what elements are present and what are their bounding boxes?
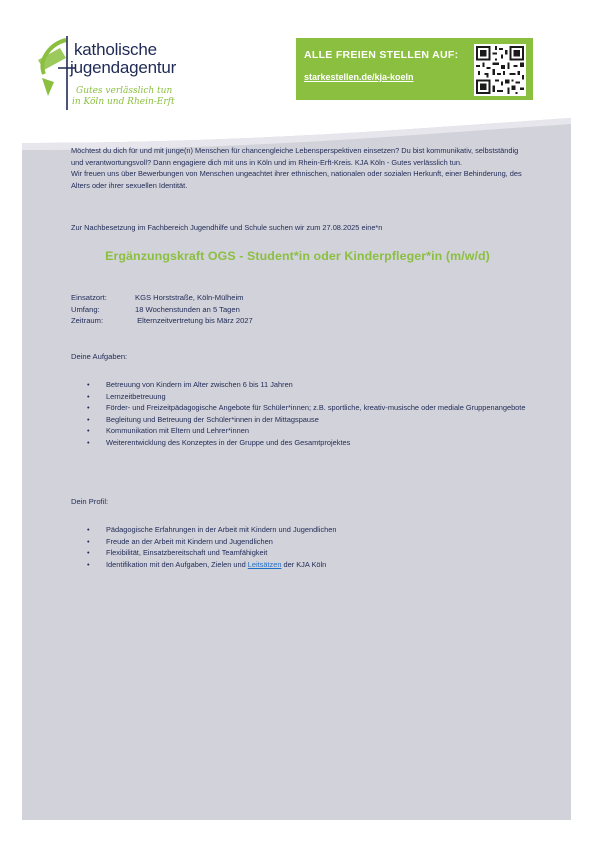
list-item: [87, 559, 527, 571]
banner-url-link[interactable]: starkestellen.de/kja-koeln: [304, 72, 414, 82]
profile-list: [87, 524, 527, 570]
jobs-banner[interactable]: [296, 38, 533, 100]
bullet-icon: •: [87, 536, 90, 546]
task-text: Kommunikation mit Eltern und Lehrer*innen: [106, 426, 249, 436]
meta-value: Elternzeitvertretung bis März 2027: [135, 316, 253, 325]
task-text: Lernzeitbetreuung: [106, 391, 166, 401]
list-item: [87, 402, 527, 414]
task-text: Weiterentwicklung des Konzeptes in der Gruppe und des Gesamtprojektes: [106, 437, 351, 447]
task-text: Betreuung von Kindern im Alter zwischen 6 bis 11 Jahren: [106, 380, 293, 389]
intro-paragraph: Möchtest du dich für und mit junge(n) Menschen für chancengleiche Lebensperspektiven einsetzen? Du bist kommunikativ, selbstständig und verantwortungsvoll? Dann engagiere dich mit uns in Köln und im Rhein-Erft-Kreis. KJA Köln - Gutes verlässlich tun.: [71, 146, 519, 167]
bullet-icon: •: [87, 391, 90, 401]
qr-code-icon[interactable]: [474, 44, 526, 96]
list-item: [87, 391, 527, 403]
profile-text: Flexibilität, Einsatzbereitschaft und Teamfähigkeit: [106, 548, 268, 558]
banner-title: ALLE FREIEN STELLEN AUF:: [304, 49, 459, 61]
meta-value: KGS Horststraße, Köln-Mülheim: [135, 293, 244, 302]
bullet-icon: •: [87, 559, 90, 569]
list-item: [87, 536, 527, 548]
profile-text: Identifikation mit den Aufgaben, Zielen und: [106, 559, 248, 569]
profile-text: Freude an der Arbeit mit Kindern und Jugendlichen: [106, 536, 273, 546]
search-notice: [71, 222, 529, 234]
logo-tagline-line2: in Köln und Rhein-Erft: [72, 97, 175, 107]
logo-wordmark-line1: katholische: [74, 40, 157, 59]
profile-heading: Dein Profil:: [71, 497, 109, 506]
bullet-icon: •: [87, 437, 90, 447]
bullet-icon: •: [87, 380, 90, 389]
list-item: [87, 425, 527, 437]
list-item: [87, 379, 527, 391]
bullet-icon: •: [87, 414, 90, 424]
intro-paragraph: Wir freuen uns über Bewerbungen von Menschen ungeachtet ihrer ethnischen, nationalen oder sozialen Herkunft, einer Behinderung, des Alters oder ihrer sexuellen Identität.: [71, 169, 522, 190]
bullet-icon: •: [87, 548, 90, 558]
intro-text: [71, 145, 529, 191]
tasks-list: [87, 379, 527, 449]
meta-label: Einsatzort:: [71, 293, 107, 302]
tasks-heading: Deine Aufgaben:: [71, 352, 128, 361]
list-item: [87, 524, 527, 536]
job-title: Ergänzungskraft OGS - Student*in oder Kinderpfleger*in (m/w/d): [105, 249, 490, 263]
bullet-icon: •: [87, 426, 90, 436]
bullet-icon: •: [87, 525, 90, 534]
task-text: Förder- und Freizeitpädagogische Angebote für Schüler*innen; z.B. sportliche, kreativ-musische oder mediale Gruppenangebote: [106, 403, 526, 413]
list-item: [87, 414, 527, 426]
meta-label: Umfang:: [71, 304, 100, 314]
meta-label: Zeitraum:: [71, 316, 104, 325]
logo-tagline-line1: Gutes verlässlich tun: [76, 86, 173, 96]
meta-value: 18 Wochenstunden an 5 Tagen: [135, 304, 240, 314]
search-notice-text: Zur Nachbesetzung im Fachbereich Jugendhilfe und Schule suchen wir zum 27.08.2025 eine*n: [71, 223, 383, 232]
leitsaetze-link[interactable]: Leitsätzen: [247, 559, 282, 569]
task-text: Begleitung und Betreuung der Schüler*innen in der Mittagspause: [106, 414, 319, 424]
profile-text: Pädagogische Erfahrungen in der Arbeit mit Kindern und Jugendlichen: [106, 525, 337, 534]
list-item: [87, 437, 527, 449]
logo-wordmark-line2: jugendagentur: [70, 58, 177, 77]
bullet-icon: •: [87, 403, 90, 413]
profile-text: der KJA Köln: [281, 559, 327, 569]
list-item: [87, 547, 527, 559]
